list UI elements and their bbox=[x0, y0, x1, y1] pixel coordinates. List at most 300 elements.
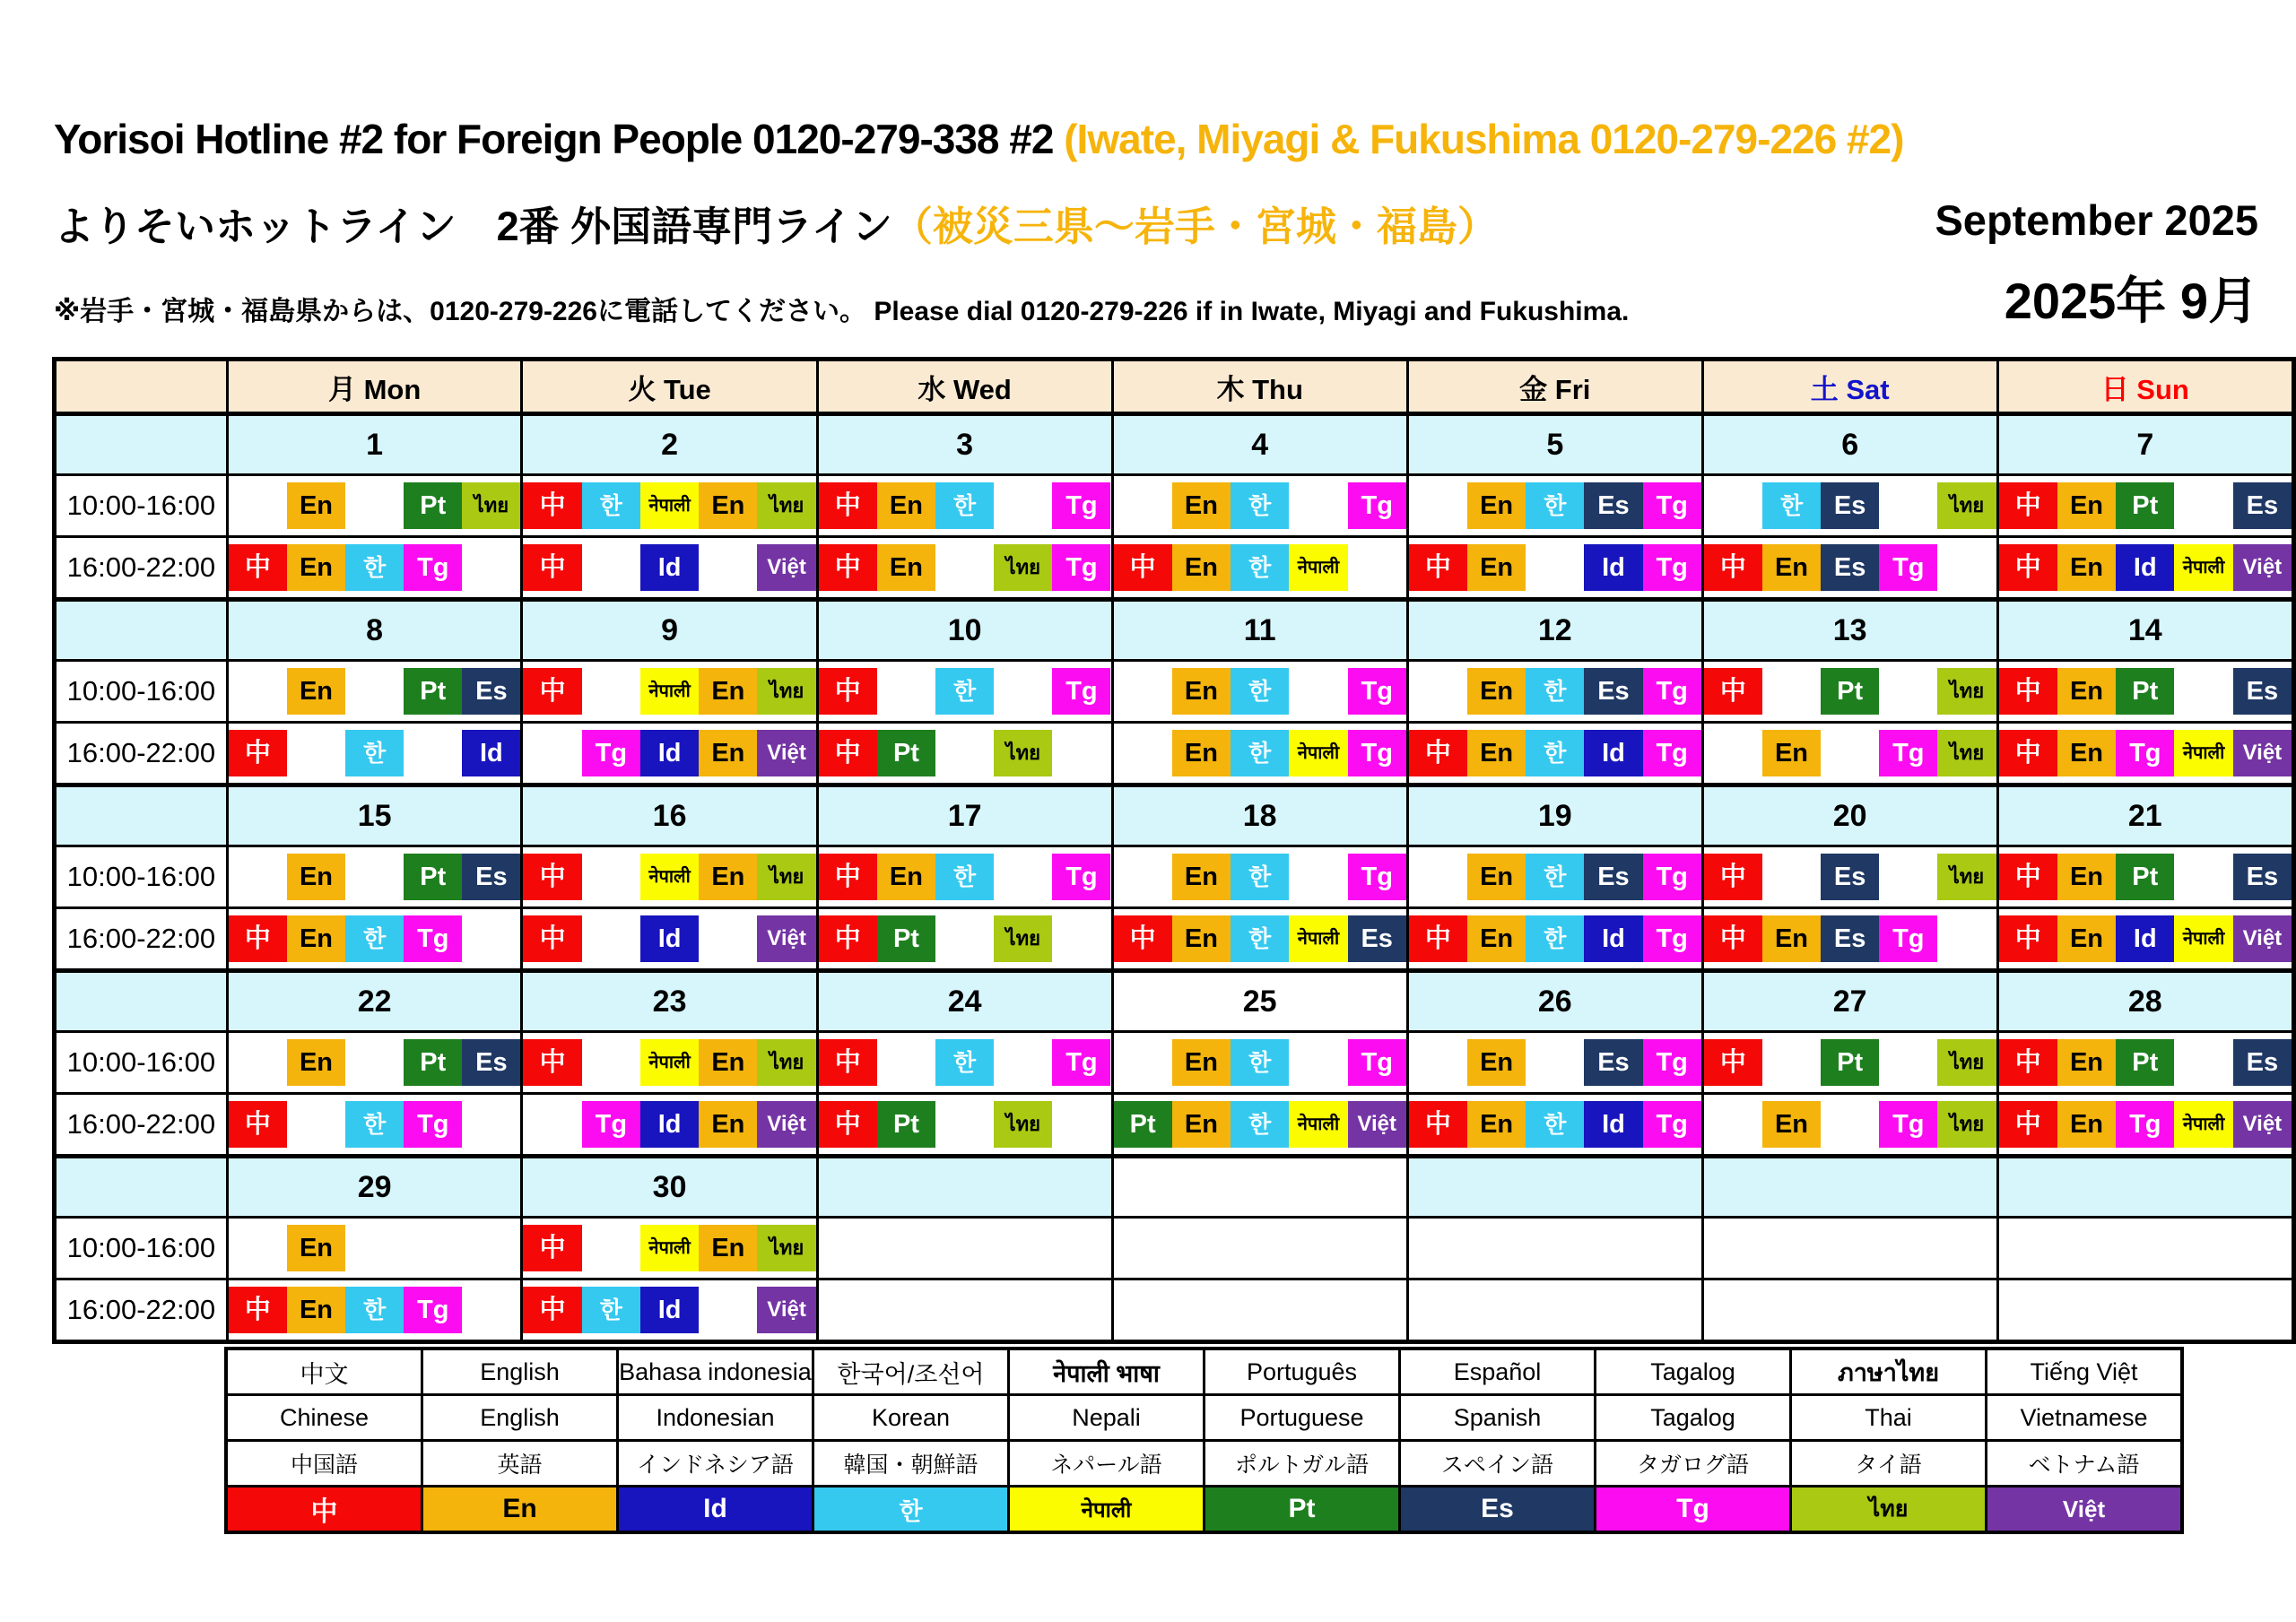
language-badge-en: En bbox=[699, 1101, 757, 1148]
badge-strip bbox=[1409, 730, 1701, 776]
empty-slot bbox=[345, 668, 404, 715]
empty-slot bbox=[229, 1225, 287, 1271]
language-badge-tl: Tg bbox=[1643, 544, 1701, 591]
language-badge-ko: 한 bbox=[935, 482, 994, 529]
language-badge-tl: Tg bbox=[1643, 1039, 1701, 1086]
language-badge-en: En bbox=[2057, 544, 2116, 591]
schedule-cell bbox=[1997, 1032, 2293, 1094]
language-badge-zh: 中 bbox=[229, 1101, 287, 1148]
date-cell: 29 bbox=[227, 1157, 522, 1218]
language-badge-ko: 한 bbox=[345, 1101, 404, 1148]
schedule-cell bbox=[1702, 1094, 1997, 1157]
language-badge-en: En bbox=[699, 668, 757, 715]
language-badge-ne: नेपाली bbox=[640, 482, 699, 529]
schedule-cell bbox=[522, 1032, 817, 1094]
language-badge-en: En bbox=[699, 482, 757, 529]
language-badge-zh: 中 bbox=[1999, 1039, 2057, 1086]
language-badge-tl: Tg bbox=[1052, 854, 1110, 900]
language-badge-pt: Pt bbox=[1821, 1039, 1879, 1086]
date-cell: 14 bbox=[1997, 600, 2293, 661]
schedule-cell bbox=[1997, 1279, 2293, 1342]
empty-slot bbox=[345, 1039, 404, 1086]
badge-strip bbox=[1704, 915, 1996, 962]
language-badge-th: ไทย bbox=[757, 854, 815, 900]
language-badge-ne: नेपाली bbox=[1289, 1101, 1347, 1148]
date-cell: 5 bbox=[1407, 414, 1702, 475]
page-subtitle-region: （被災三県～岩手・宮城・福島） bbox=[891, 204, 1498, 249]
language-badge-zh: 中 bbox=[1999, 854, 2057, 900]
language-badge-ko: 한 bbox=[345, 915, 404, 962]
language-badge-ko: 한 bbox=[1526, 854, 1584, 900]
language-badge-en: En bbox=[287, 854, 345, 900]
language-badge-en: En bbox=[1172, 544, 1231, 591]
date-cell: 17 bbox=[817, 785, 1112, 846]
date-row-week2 bbox=[55, 600, 2294, 661]
language-badge-en: En bbox=[1467, 544, 1526, 591]
page-subtitle-main: よりそいホットライン 2番 外国語専門ライン bbox=[54, 204, 892, 249]
schedule-cell bbox=[817, 475, 1112, 537]
badge-strip bbox=[523, 1287, 815, 1333]
language-badge-en: En bbox=[287, 1039, 345, 1086]
language-badge-zh: 中 bbox=[1999, 1101, 2057, 1148]
badge-strip bbox=[523, 1039, 815, 1086]
legend-native-vi: Tiếng Việt bbox=[1987, 1349, 2183, 1395]
schedule-cell bbox=[522, 1094, 817, 1157]
empty-slot bbox=[877, 668, 935, 715]
time-label: 16:00-22:00 bbox=[55, 1279, 228, 1342]
language-badge-th: ไทย bbox=[994, 730, 1052, 776]
empty-slot bbox=[699, 544, 757, 591]
morning-row-week3 bbox=[55, 846, 2294, 908]
language-badge-ko: 한 bbox=[935, 1039, 994, 1086]
badge-strip bbox=[1114, 1101, 1406, 1148]
language-badge-es: Es bbox=[2233, 854, 2292, 900]
empty-slot bbox=[582, 1225, 640, 1271]
language-badge-en: En bbox=[2057, 1039, 2116, 1086]
time-label: 16:00-22:00 bbox=[55, 537, 228, 600]
date-cell: 24 bbox=[817, 971, 1112, 1032]
schedule-cell bbox=[1702, 1218, 1997, 1279]
evening-row-week4 bbox=[55, 1094, 2294, 1157]
badge-strip bbox=[819, 730, 1111, 776]
empty-slot bbox=[229, 668, 287, 715]
badge-strip bbox=[1409, 1101, 1701, 1148]
language-badge-tl: Tg bbox=[1643, 730, 1701, 776]
badge-strip bbox=[1999, 668, 2292, 715]
language-badge-zh: 中 bbox=[819, 730, 877, 776]
schedule-cell bbox=[522, 908, 817, 971]
badge-strip bbox=[523, 482, 815, 529]
badge-strip bbox=[229, 482, 521, 529]
language-badge-zh: 中 bbox=[1409, 1101, 1467, 1148]
language-badge-zh: 中 bbox=[819, 482, 877, 529]
language-badge-tl: Tg bbox=[1348, 730, 1406, 776]
schedule-cell bbox=[817, 846, 1112, 908]
schedule-cell bbox=[817, 1218, 1112, 1279]
language-badge-th: ไทย bbox=[757, 1039, 815, 1086]
date-row-week5 bbox=[55, 1157, 2294, 1218]
language-badge-zh: 中 bbox=[819, 1039, 877, 1086]
empty-slot bbox=[1879, 1039, 1937, 1086]
schedule-cell bbox=[522, 1279, 817, 1342]
month-label-english: September 2025 bbox=[1935, 196, 2258, 244]
page-subtitle bbox=[54, 194, 1498, 252]
language-badge-tl: Tg bbox=[1348, 482, 1406, 529]
empty-slot bbox=[1937, 544, 1996, 591]
date-cell: 30 bbox=[522, 1157, 817, 1218]
empty-slot bbox=[699, 1287, 757, 1333]
date-cell: 1 bbox=[227, 414, 522, 475]
date-cell bbox=[1702, 1157, 1997, 1218]
language-badge-ne: नेपाली bbox=[640, 1225, 699, 1271]
schedule-cell bbox=[522, 1218, 817, 1279]
language-badge-en: En bbox=[287, 1287, 345, 1333]
legend-badge-th: ไทย bbox=[1791, 1487, 1987, 1533]
empty-slot bbox=[1114, 482, 1172, 529]
date-row-spacer bbox=[55, 971, 228, 1032]
badge-strip bbox=[1114, 915, 1406, 962]
legend-english-zh: Chinese bbox=[226, 1395, 422, 1441]
language-badge-en: En bbox=[1762, 544, 1821, 591]
empty-slot bbox=[582, 915, 640, 962]
schedule-cell bbox=[1407, 908, 1702, 971]
language-badge-ko: 한 bbox=[582, 1287, 640, 1333]
language-badge-zh: 中 bbox=[1704, 544, 1762, 591]
date-cell: 10 bbox=[817, 600, 1112, 661]
language-badge-pt: Pt bbox=[1114, 1101, 1172, 1148]
language-badge-tl: Tg bbox=[1643, 482, 1701, 529]
schedule-cell bbox=[1997, 723, 2293, 785]
language-badge-ko: 한 bbox=[345, 544, 404, 591]
empty-slot bbox=[1348, 544, 1406, 591]
date-cell: 11 bbox=[1112, 600, 1407, 661]
empty-slot bbox=[1526, 1039, 1584, 1086]
language-badge-vi: Việt bbox=[2233, 730, 2292, 776]
legend-badge-pt: Pt bbox=[1205, 1487, 1400, 1533]
language-badge-th: ไทย bbox=[994, 1101, 1052, 1148]
language-badge-es: Es bbox=[1584, 482, 1642, 529]
schedule-cell bbox=[1407, 1218, 1702, 1279]
language-badge-en: En bbox=[1172, 730, 1231, 776]
time-label: 10:00-16:00 bbox=[55, 1032, 228, 1094]
legend-japanese-ne: ネパール語 bbox=[1009, 1441, 1205, 1487]
empty-slot bbox=[1409, 854, 1467, 900]
language-badge-ko: 한 bbox=[582, 482, 640, 529]
empty-slot bbox=[345, 1225, 404, 1271]
schedule-cell bbox=[1702, 475, 1997, 537]
date-cell bbox=[1112, 1157, 1407, 1218]
language-badge-es: Es bbox=[462, 668, 520, 715]
badge-strip bbox=[1409, 482, 1701, 529]
language-badge-id: Id bbox=[640, 915, 699, 962]
badge-strip bbox=[229, 730, 521, 776]
language-badge-zh: 中 bbox=[819, 544, 877, 591]
empty-slot bbox=[404, 730, 462, 776]
badge-strip bbox=[819, 544, 1111, 591]
badge-strip bbox=[523, 915, 815, 962]
language-badge-ko: 한 bbox=[1231, 854, 1289, 900]
language-badge-tl: Tg bbox=[582, 1101, 640, 1148]
schedule-cell bbox=[227, 1279, 522, 1342]
language-badge-pt: Pt bbox=[877, 730, 935, 776]
date-cell: 23 bbox=[522, 971, 817, 1032]
legend-english-es: Spanish bbox=[1400, 1395, 1596, 1441]
language-badge-en: En bbox=[1762, 1101, 1821, 1148]
badge-strip bbox=[1409, 854, 1701, 900]
badge-strip bbox=[229, 1039, 521, 1086]
language-badge-tl: Tg bbox=[1643, 915, 1701, 962]
badge-strip bbox=[1114, 482, 1406, 529]
badge-strip bbox=[229, 668, 521, 715]
legend-japanese-pt: ポルトガル語 bbox=[1205, 1441, 1400, 1487]
language-badge-en: En bbox=[287, 544, 345, 591]
language-badge-ko: 한 bbox=[1526, 668, 1584, 715]
schedule-cell bbox=[1407, 537, 1702, 600]
empty-slot bbox=[229, 854, 287, 900]
legend-english-tl: Tagalog bbox=[1596, 1395, 1791, 1441]
date-row-spacer bbox=[55, 785, 228, 846]
language-badge-zh: 中 bbox=[229, 544, 287, 591]
language-badge-en: En bbox=[1172, 668, 1231, 715]
schedule-cell bbox=[1407, 661, 1702, 723]
empty-slot bbox=[1052, 915, 1110, 962]
language-badge-th: ไทย bbox=[462, 482, 520, 529]
schedule-cell bbox=[1702, 723, 1997, 785]
date-row-spacer bbox=[55, 600, 228, 661]
language-badge-tl: Tg bbox=[1643, 854, 1701, 900]
date-cell: 16 bbox=[522, 785, 817, 846]
empty-slot bbox=[1114, 854, 1172, 900]
date-cell: 15 bbox=[227, 785, 522, 846]
language-badge-en: En bbox=[287, 1225, 345, 1271]
language-badge-zh: 中 bbox=[1114, 544, 1172, 591]
badge-strip bbox=[819, 915, 1111, 962]
badge-strip bbox=[819, 1101, 1111, 1148]
language-badge-en: En bbox=[287, 482, 345, 529]
legend-badge-vi: Việt bbox=[1987, 1487, 2183, 1533]
language-badge-en: En bbox=[1762, 730, 1821, 776]
date-cell: 20 bbox=[1702, 785, 1997, 846]
legend-japanese-en: 英語 bbox=[422, 1441, 618, 1487]
language-badge-ne: नेपाली bbox=[1289, 544, 1347, 591]
morning-row-week2 bbox=[55, 661, 2294, 723]
empty-slot bbox=[345, 482, 404, 529]
language-badge-th: ไทย bbox=[1937, 482, 1996, 529]
language-badge-id: Id bbox=[640, 730, 699, 776]
empty-slot bbox=[582, 1039, 640, 1086]
badge-strip bbox=[523, 730, 815, 776]
language-badge-zh: 中 bbox=[819, 1101, 877, 1148]
legend-native-id: Bahasa indonesia bbox=[618, 1349, 813, 1395]
language-badge-ne: नेपाली bbox=[2174, 915, 2232, 962]
empty-slot bbox=[877, 1039, 935, 1086]
language-badge-ko: 한 bbox=[935, 668, 994, 715]
badge-strip bbox=[1409, 915, 1701, 962]
language-badge-zh: 中 bbox=[1409, 915, 1467, 962]
language-badge-en: En bbox=[1172, 1039, 1231, 1086]
legend-japanese-es: スペイン語 bbox=[1400, 1441, 1596, 1487]
language-badge-tl: Tg bbox=[1052, 1039, 1110, 1086]
language-badge-ko: 한 bbox=[1231, 1101, 1289, 1148]
schedule-cell bbox=[1997, 661, 2293, 723]
language-badge-es: Es bbox=[1584, 668, 1642, 715]
badge-strip bbox=[1704, 544, 1996, 591]
language-badge-id: Id bbox=[640, 544, 699, 591]
empty-slot bbox=[229, 482, 287, 529]
language-badge-en: En bbox=[1467, 915, 1526, 962]
language-badge-id: Id bbox=[640, 1287, 699, 1333]
date-cell: 7 bbox=[1997, 414, 2293, 475]
badge-strip bbox=[1704, 730, 1996, 776]
language-badge-ko: 한 bbox=[1526, 915, 1584, 962]
language-badge-zh: 中 bbox=[1409, 544, 1467, 591]
language-badge-zh: 中 bbox=[523, 1039, 581, 1086]
empty-slot bbox=[1879, 482, 1937, 529]
empty-slot bbox=[1409, 668, 1467, 715]
badge-strip bbox=[1704, 482, 1996, 529]
badge-strip bbox=[819, 1039, 1111, 1086]
legend-native-en: English bbox=[422, 1349, 618, 1395]
language-badge-zh: 中 bbox=[1704, 854, 1762, 900]
schedule-cell bbox=[817, 1032, 1112, 1094]
language-badge-id: Id bbox=[1584, 1101, 1642, 1148]
legend-badge-tl: Tg bbox=[1596, 1487, 1791, 1533]
badge-strip bbox=[1999, 854, 2292, 900]
page-title bbox=[54, 115, 1903, 163]
language-badge-ko: 한 bbox=[345, 730, 404, 776]
language-badge-vi: Việt bbox=[757, 915, 815, 962]
empty-slot bbox=[462, 915, 520, 962]
weekday-header-0: 月 Mon bbox=[227, 360, 522, 414]
schedule-cell bbox=[1702, 661, 1997, 723]
empty-slot bbox=[1114, 668, 1172, 715]
empty-slot bbox=[462, 1101, 520, 1148]
time-label: 10:00-16:00 bbox=[55, 661, 228, 723]
language-badge-tl: Tg bbox=[404, 1101, 462, 1148]
date-cell: 26 bbox=[1407, 971, 1702, 1032]
language-badge-ko: 한 bbox=[935, 854, 994, 900]
date-row-week3 bbox=[55, 785, 2294, 846]
legend-native-ne: नेपाली भाषा bbox=[1009, 1349, 1205, 1395]
language-badge-zh: 中 bbox=[1999, 915, 2057, 962]
language-badge-es: Es bbox=[2233, 1039, 2292, 1086]
language-badge-es: Es bbox=[1348, 915, 1406, 962]
schedule-cell bbox=[1407, 1279, 1702, 1342]
date-row-spacer bbox=[55, 414, 228, 475]
empty-slot bbox=[1704, 730, 1762, 776]
language-badge-tl: Tg bbox=[582, 730, 640, 776]
language-badge-th: ไทย bbox=[1937, 668, 1996, 715]
language-badge-tl: Tg bbox=[1643, 668, 1701, 715]
language-badge-ko: 한 bbox=[1526, 482, 1584, 529]
evening-row-week2 bbox=[55, 723, 2294, 785]
language-badge-zh: 中 bbox=[819, 668, 877, 715]
calendar-table bbox=[52, 357, 2296, 1344]
weekday-header-4: 金 Fri bbox=[1407, 360, 1702, 414]
language-badge-en: En bbox=[2057, 668, 2116, 715]
time-label: 16:00-22:00 bbox=[55, 1094, 228, 1157]
language-badge-en: En bbox=[699, 1039, 757, 1086]
schedule-cell bbox=[1407, 1032, 1702, 1094]
empty-slot bbox=[1114, 1039, 1172, 1086]
legend-japanese-zh: 中国語 bbox=[226, 1441, 422, 1487]
language-badge-en: En bbox=[877, 544, 935, 591]
page-title-main: Yorisoi Hotline #2 for Foreign People 0120-279-338 #2 bbox=[54, 116, 1065, 162]
date-cell: 6 bbox=[1702, 414, 1997, 475]
badge-strip bbox=[1999, 482, 2292, 529]
badge-strip bbox=[819, 482, 1111, 529]
language-badge-vi: Việt bbox=[757, 544, 815, 591]
language-badge-pt: Pt bbox=[1821, 668, 1879, 715]
schedule-cell bbox=[227, 475, 522, 537]
evening-row-week5 bbox=[55, 1279, 2294, 1342]
language-badge-zh: 中 bbox=[229, 1287, 287, 1333]
schedule-cell bbox=[1112, 475, 1407, 537]
legend-native-ko: 한국어/조선어 bbox=[813, 1349, 1009, 1395]
language-badge-th: ไทย bbox=[1937, 730, 1996, 776]
legend-badge-row bbox=[226, 1487, 2182, 1533]
legend-japanese-ko: 韓国・朝鮮語 bbox=[813, 1441, 1009, 1487]
empty-slot bbox=[582, 544, 640, 591]
empty-slot bbox=[2174, 854, 2232, 900]
language-badge-zh: 中 bbox=[1409, 730, 1467, 776]
schedule-cell bbox=[522, 475, 817, 537]
badge-strip bbox=[229, 915, 521, 962]
language-badge-zh: 中 bbox=[523, 915, 581, 962]
schedule-cell bbox=[227, 537, 522, 600]
schedule-cell bbox=[817, 1094, 1112, 1157]
time-label: 10:00-16:00 bbox=[55, 1218, 228, 1279]
language-badge-th: ไทย bbox=[994, 544, 1052, 591]
legend-native-pt: Português bbox=[1205, 1349, 1400, 1395]
schedule-cell bbox=[1112, 1094, 1407, 1157]
empty-slot bbox=[1704, 1101, 1762, 1148]
legend-japanese-th: タイ語 bbox=[1791, 1441, 1987, 1487]
badge-strip bbox=[523, 1101, 815, 1148]
badge-strip bbox=[1114, 544, 1406, 591]
legend-native-zh: 中文 bbox=[226, 1349, 422, 1395]
language-badge-pt: Pt bbox=[2116, 668, 2174, 715]
schedule-cell bbox=[1112, 908, 1407, 971]
schedule-cell bbox=[522, 537, 817, 600]
language-badge-en: En bbox=[2057, 854, 2116, 900]
schedule-cell bbox=[1702, 1279, 1997, 1342]
empty-slot bbox=[935, 544, 994, 591]
badge-strip bbox=[1409, 1039, 1701, 1086]
legend-badge-zh: 中 bbox=[226, 1487, 422, 1533]
legend-english-row bbox=[226, 1395, 2182, 1441]
empty-slot bbox=[1289, 1039, 1347, 1086]
date-cell bbox=[1997, 1157, 2293, 1218]
schedule-cell bbox=[1112, 723, 1407, 785]
empty-slot bbox=[994, 1039, 1052, 1086]
schedule-cell bbox=[1112, 1032, 1407, 1094]
empty-slot bbox=[994, 668, 1052, 715]
language-badge-pt: Pt bbox=[2116, 854, 2174, 900]
language-badge-zh: 中 bbox=[1114, 915, 1172, 962]
language-badge-es: Es bbox=[1584, 854, 1642, 900]
empty-slot bbox=[935, 915, 994, 962]
language-badge-pt: Pt bbox=[404, 482, 462, 529]
language-badge-en: En bbox=[1467, 854, 1526, 900]
language-badge-es: Es bbox=[2233, 668, 2292, 715]
language-badge-tl: Tg bbox=[1879, 1101, 1937, 1148]
empty-slot bbox=[1879, 854, 1937, 900]
date-row-week4 bbox=[55, 971, 2294, 1032]
language-badge-vi: Việt bbox=[757, 1287, 815, 1333]
schedule-cell bbox=[817, 537, 1112, 600]
language-badge-en: En bbox=[699, 854, 757, 900]
